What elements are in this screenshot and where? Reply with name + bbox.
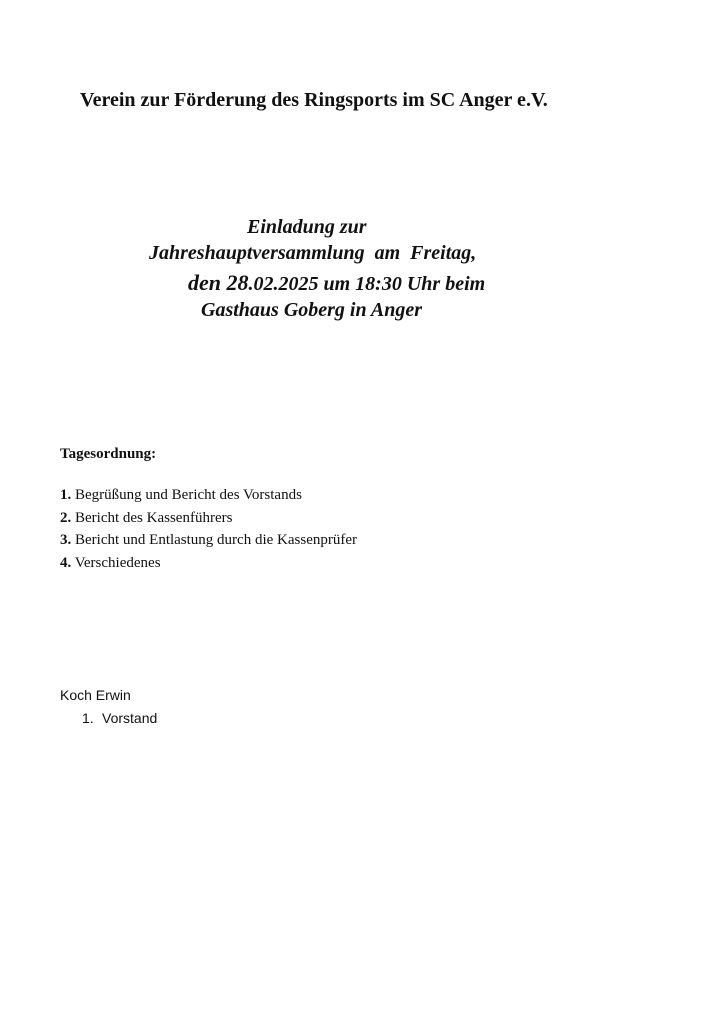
organization-title: Verein zur Förderung des Ringsports im SC Anger e.V. bbox=[80, 89, 548, 111]
invitation-line-4: Gasthaus Goberg in Anger bbox=[201, 299, 422, 321]
agenda-item-text: Bericht des Kassenführers bbox=[71, 509, 233, 526]
signature-name: Koch Erwin bbox=[60, 687, 131, 703]
agenda-item bbox=[60, 507, 357, 530]
agenda-item bbox=[60, 529, 357, 552]
agenda-item-text: Bericht und Entlastung durch die Kassenprüfer bbox=[71, 532, 358, 548]
invitation-date-rest: .02.2025 um 18:30 Uhr beim bbox=[248, 273, 486, 295]
agenda-item bbox=[60, 484, 357, 507]
invitation-line-2-text: Jahreshauptversammlung am Freitag, bbox=[149, 242, 477, 264]
agenda-item-text: Verschiedenes bbox=[71, 554, 161, 571]
agenda-item-number: 4. bbox=[60, 554, 72, 571]
agenda-item bbox=[60, 552, 357, 575]
signature-role bbox=[82, 710, 157, 726]
agenda-item-number: 1. bbox=[60, 487, 72, 503]
invitation-line-1: Einladung zur bbox=[247, 216, 367, 238]
invitation-date-prefix: den 28 bbox=[188, 270, 249, 295]
signature-role-number: 1. bbox=[82, 710, 94, 726]
signature-role-text: Vorstand bbox=[102, 710, 158, 726]
agenda-item-number: 2. bbox=[60, 509, 72, 526]
invitation-line-2 bbox=[149, 242, 476, 265]
invitation-line-3 bbox=[188, 270, 485, 296]
agenda-heading: Tagesordnung: bbox=[60, 446, 157, 462]
agenda-list bbox=[60, 484, 357, 574]
agenda-item-number: 3. bbox=[60, 532, 72, 548]
agenda-item-text: Begrüßung und Bericht des Vorstands bbox=[71, 487, 302, 503]
